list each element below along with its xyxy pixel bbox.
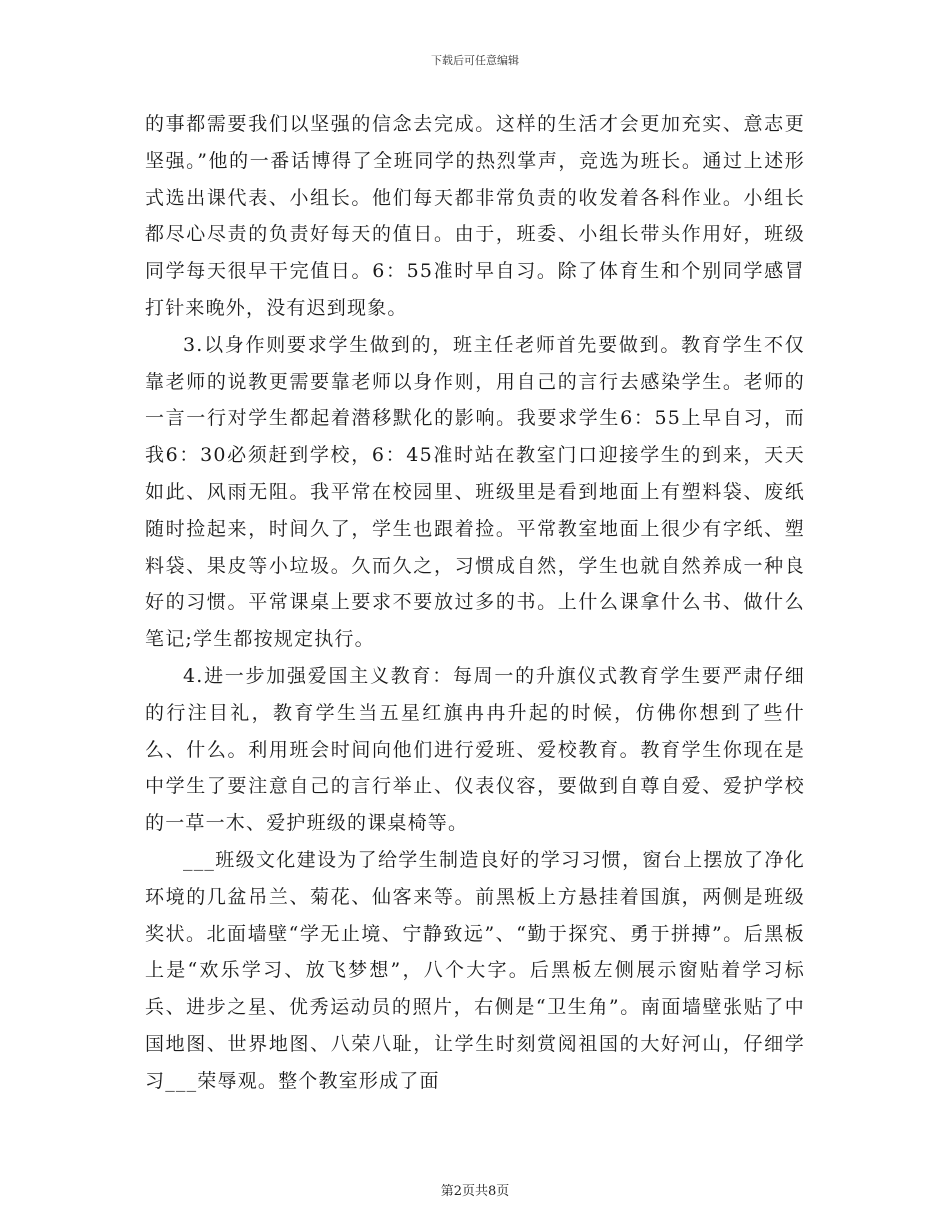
paragraph-class-culture: ___班级文化建设为了给学生制造良好的学习习惯，窗台上摆放了净化环境的几盆吊兰、菊花、仙客来等。前黑板上方悬挂着国旗，两侧是班级奖状。北面墙壁“学无止境、宁静致远”、“勤于探究、勇于拼搏”。后黑板上是“欢乐学习、放飞梦想”，八个大字。后黑板左侧展示窗贴着学习标兵、进步之星、优秀运动员的照片，右侧是“卫生角”。南面墙壁张贴了中国地图、世界地图、八荣八耻，让学生时刻赏阅祖国的大好河山，仔细学习___荣辱观。整个教室形成了面 <box>145 848 805 1092</box>
page-footer: 第2页共8页 <box>440 1184 510 1199</box>
document-body <box>145 106 805 1100</box>
paragraph-lead-by-example: 3.以身作则要求学生做到的，班主任老师首先要做到。教育学生不仅靠老师的说教更需要靠老师以身作则，用自己的言行去感染学生。老师的一言一行对学生都起着潜移默化的影响。我要求学生6：55上早自习，而我6：30必须赶到学校，6：45准时站在教室门口迎接学生的到来，天天如此、风雨无阻。我平常在校园里、班级里是看到地面上有塑料袋、废纸随时捡起来，时间久了，学生也跟着捡。平常教室地面上很少有字纸、塑料袋、果皮等小垃圾。久而久之，习惯成自然，学生也就自然养成一种良好的习惯。平常课桌上要求不要放过多的书。上什么课拿什么书、做什么笔记;学生都按规定执行。 <box>145 333 805 651</box>
paragraph-continuation: 的事都需要我们以坚强的信念去完成。这样的生活才会更加充实、意志更坚强。”他的一番话博得了全班同学的热烈掌声，竞选为班长。通过上述形式选出课代表、小组长。他们每天都非常负责的收发着各科作业。小组长都尽心尽责的负责好每天的值日。由于，班委、小组长带头作用好，班级同学每天很早干完值日。6：55准时早自习。除了体育生和个别同学感冒打针来晚外，没有迟到现象。 <box>145 113 805 319</box>
paragraph-patriotic-education: 4.进一步加强爱国主义教育：每周一的升旗仪式教育学生要严肃仔细的行注目礼，教育学生当五星红旗冉冉升起的时候，仿佛你想到了些什么、什么。利用班会时间向他们进行爱班、爱校教育。教育学生你现在是中学生了要注意自己的言行举止、仪表仪容，要做到自尊自爱、爱护学校的一草一木、爱护班级的课桌椅等。 <box>145 664 805 835</box>
page-header: 下载后可任意编辑 <box>431 54 519 67</box>
